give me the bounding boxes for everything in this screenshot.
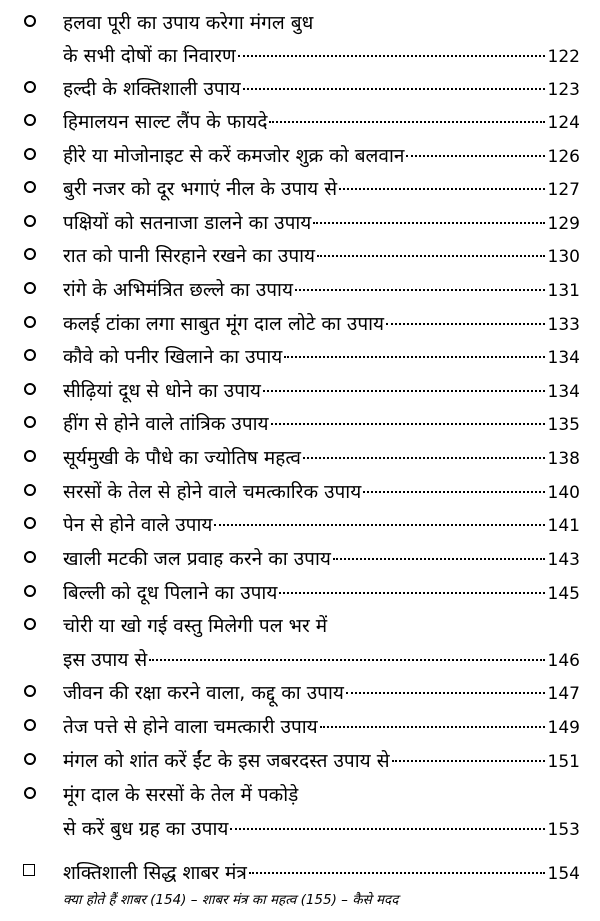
dot-leader	[269, 121, 544, 123]
circle-bullet-icon	[24, 181, 36, 193]
circle-bullet-icon	[24, 416, 36, 428]
dot-leader	[392, 760, 545, 762]
toc-section-title-line	[63, 858, 580, 888]
toc-entry-title-line	[63, 107, 580, 137]
toc-entry-title-line1: हलवा पूरी का उपाय करेगा मंगल बुध	[63, 12, 314, 34]
toc-entry-title-line	[63, 443, 580, 473]
toc-entry-title: हल्दी के शक्तिशाली उपाय	[63, 78, 241, 100]
toc-entry-page: 133	[547, 315, 580, 335]
dot-leader	[295, 289, 545, 291]
toc-entry-title: बिल्ली को दूध पिलाने का उपाय	[63, 582, 278, 604]
toc-entry-page: 131	[547, 281, 580, 301]
toc-entry-title-line	[63, 41, 580, 71]
dot-leader	[279, 592, 544, 594]
circle-bullet-icon	[24, 215, 36, 227]
dot-leader	[149, 659, 544, 661]
dot-leader	[317, 255, 544, 257]
toc-entry-page: 146	[547, 651, 580, 671]
toc-entry-title-line	[63, 510, 580, 540]
toc-entry-title: सीढ़ियां दूध से धोने का उपाय	[63, 380, 261, 402]
toc-entry-page: 134	[547, 382, 580, 402]
toc-section-title: शक्तिशाली सिद्ध शाबर मंत्र	[63, 862, 247, 884]
toc-entry-page: 153	[547, 820, 580, 840]
circle-bullet-icon	[24, 685, 36, 697]
toc-entry-title: मंगल को शांत करें ईंट के इस जबरदस्त उपाय से	[63, 750, 390, 772]
circle-bullet-icon	[24, 15, 36, 27]
dot-leader	[386, 323, 544, 325]
toc-entry-page: 151	[547, 752, 580, 772]
toc-entry-title-line	[63, 208, 580, 238]
dot-leader	[363, 491, 544, 493]
toc-entry-page: 129	[547, 214, 580, 234]
toc-entry-title: पक्षियों को सतनाजा डालने का उपाय	[63, 212, 312, 234]
toc-entry-title-line	[63, 309, 580, 339]
toc-entry-title: कौवे को पनीर खिलाने का उपाय	[63, 346, 283, 368]
dot-leader	[346, 692, 545, 694]
toc-entry-title-line	[63, 342, 580, 372]
dot-leader	[230, 828, 544, 830]
circle-bullet-icon	[24, 517, 36, 529]
toc-entry-title-line1: मूंग दाल के सरसों के तेल में पकोड़े	[63, 784, 299, 806]
toc-entry-page: 126	[547, 147, 580, 167]
toc-entry-page: 147	[547, 684, 580, 704]
dot-leader	[406, 155, 544, 157]
section-subnote: क्या होते हैं शाबर (154) – शाबर मंत्र का महत्व (155) – कैसे मदद	[63, 892, 399, 908]
circle-bullet-icon	[24, 618, 36, 630]
toc-entry-page: 127	[547, 180, 580, 200]
toc-entry-title: इस उपाय से	[63, 649, 148, 671]
circle-bullet-icon	[24, 484, 36, 496]
dot-leader	[263, 390, 545, 392]
toc-entry-page: 143	[547, 550, 580, 570]
toc-entry-title: सूर्यमुखी के पौधे का ज्योतिष महत्व	[63, 447, 301, 469]
toc-entry-title-line	[63, 578, 580, 608]
toc-entry-title: रात को पानी सिरहाने रखने का उपाय	[63, 245, 316, 267]
dot-leader	[284, 356, 544, 358]
toc-entry-title-line	[63, 814, 580, 844]
toc-entry-title-line	[63, 645, 580, 675]
circle-bullet-icon	[24, 248, 36, 260]
toc-entry-title-line	[63, 174, 580, 204]
toc-entry-title-line	[63, 275, 580, 305]
circle-bullet-icon	[24, 316, 36, 328]
toc-entry-title: पेन से होने वाले उपाय	[63, 514, 213, 536]
toc-entry-title: जीवन की रक्षा करने वाला, कद्दू का उपाय	[63, 682, 344, 704]
circle-bullet-icon	[24, 383, 36, 395]
dot-leader	[320, 726, 545, 728]
toc-entry-page: 130	[547, 247, 580, 267]
toc-entry-title: हीरे या मोजोनाइट से करें कमजोर शुक्र को बलवान	[63, 145, 405, 167]
circle-bullet-icon	[24, 148, 36, 160]
dot-leader	[333, 558, 545, 560]
circle-bullet-icon	[24, 114, 36, 126]
toc-entry-title-line	[63, 477, 580, 507]
toc-entry-title: हींग से होने वाले तांत्रिक उपाय	[63, 413, 269, 435]
toc-entry-title: बुरी नजर को दूर भगाएं नील के उपाय से	[63, 178, 338, 200]
toc-entry-title-line	[63, 74, 580, 104]
toc-entry-page: 140	[547, 483, 580, 503]
toc-entry-page: 122	[547, 47, 580, 67]
toc-entry-page: 135	[547, 415, 580, 435]
dot-leader	[214, 524, 544, 526]
toc-entry-title-line	[63, 241, 580, 271]
toc-entry-page: 145	[547, 584, 580, 604]
toc-entry-title-line	[63, 376, 580, 406]
toc-entry-title: से करें बुध ग्रह का उपाय	[63, 818, 229, 840]
dot-leader	[313, 222, 544, 224]
toc-entry-title-line	[63, 712, 580, 742]
circle-bullet-icon	[24, 450, 36, 462]
toc-entry-page: 124	[547, 113, 580, 133]
toc-entry-title-line	[63, 544, 580, 574]
toc-entry-page: 141	[547, 516, 580, 536]
toc-entry-title: कलई टांका लगा साबुत मूंग दाल लोटे का उपाय	[63, 313, 385, 335]
toc-entry-title: हिमालयन साल्ट लैंप के फायदे	[63, 111, 268, 133]
circle-bullet-icon	[24, 349, 36, 361]
toc-entry-title: के सभी दोषों का निवारण	[63, 45, 236, 67]
toc-entry-title: सरसों के तेल से होने वाले चमत्कारिक उपाय	[63, 481, 362, 503]
toc-section-page: 154	[547, 864, 580, 884]
circle-bullet-icon	[24, 81, 36, 93]
toc-entry-page: 134	[547, 348, 580, 368]
dot-leader	[339, 188, 544, 190]
circle-bullet-icon	[24, 551, 36, 563]
dot-leader	[238, 55, 545, 57]
toc-entry-title: खाली मटकी जल प्रवाह करने का उपाय	[63, 548, 331, 570]
toc-entry-title-line1: चोरी या खो गई वस्तु मिलेगी पल भर में	[63, 615, 328, 637]
dot-leader	[303, 457, 545, 459]
toc-entry-title: तेज पत्ते से होने वाला चमत्कारी उपाय	[63, 716, 318, 738]
circle-bullet-icon	[24, 753, 36, 765]
toc-entry-title: रांगे के अभिमंत्रित छल्ले का उपाय	[63, 279, 294, 301]
dot-leader	[271, 423, 545, 425]
toc-entry-title-line	[63, 678, 580, 708]
dot-leader	[243, 88, 545, 90]
circle-bullet-icon	[24, 787, 36, 799]
toc-entry-title-line	[63, 409, 580, 439]
toc-entry-page: 123	[547, 80, 580, 100]
circle-bullet-icon	[24, 719, 36, 731]
toc-entry-title-line	[63, 141, 580, 171]
toc-entry-title-line	[63, 746, 580, 776]
toc-entry-page: 138	[547, 449, 580, 469]
toc-entry-page: 149	[547, 718, 580, 738]
circle-bullet-icon	[24, 282, 36, 294]
square-bullet-icon	[23, 864, 35, 876]
circle-bullet-icon	[24, 585, 36, 597]
dot-leader	[249, 872, 545, 874]
